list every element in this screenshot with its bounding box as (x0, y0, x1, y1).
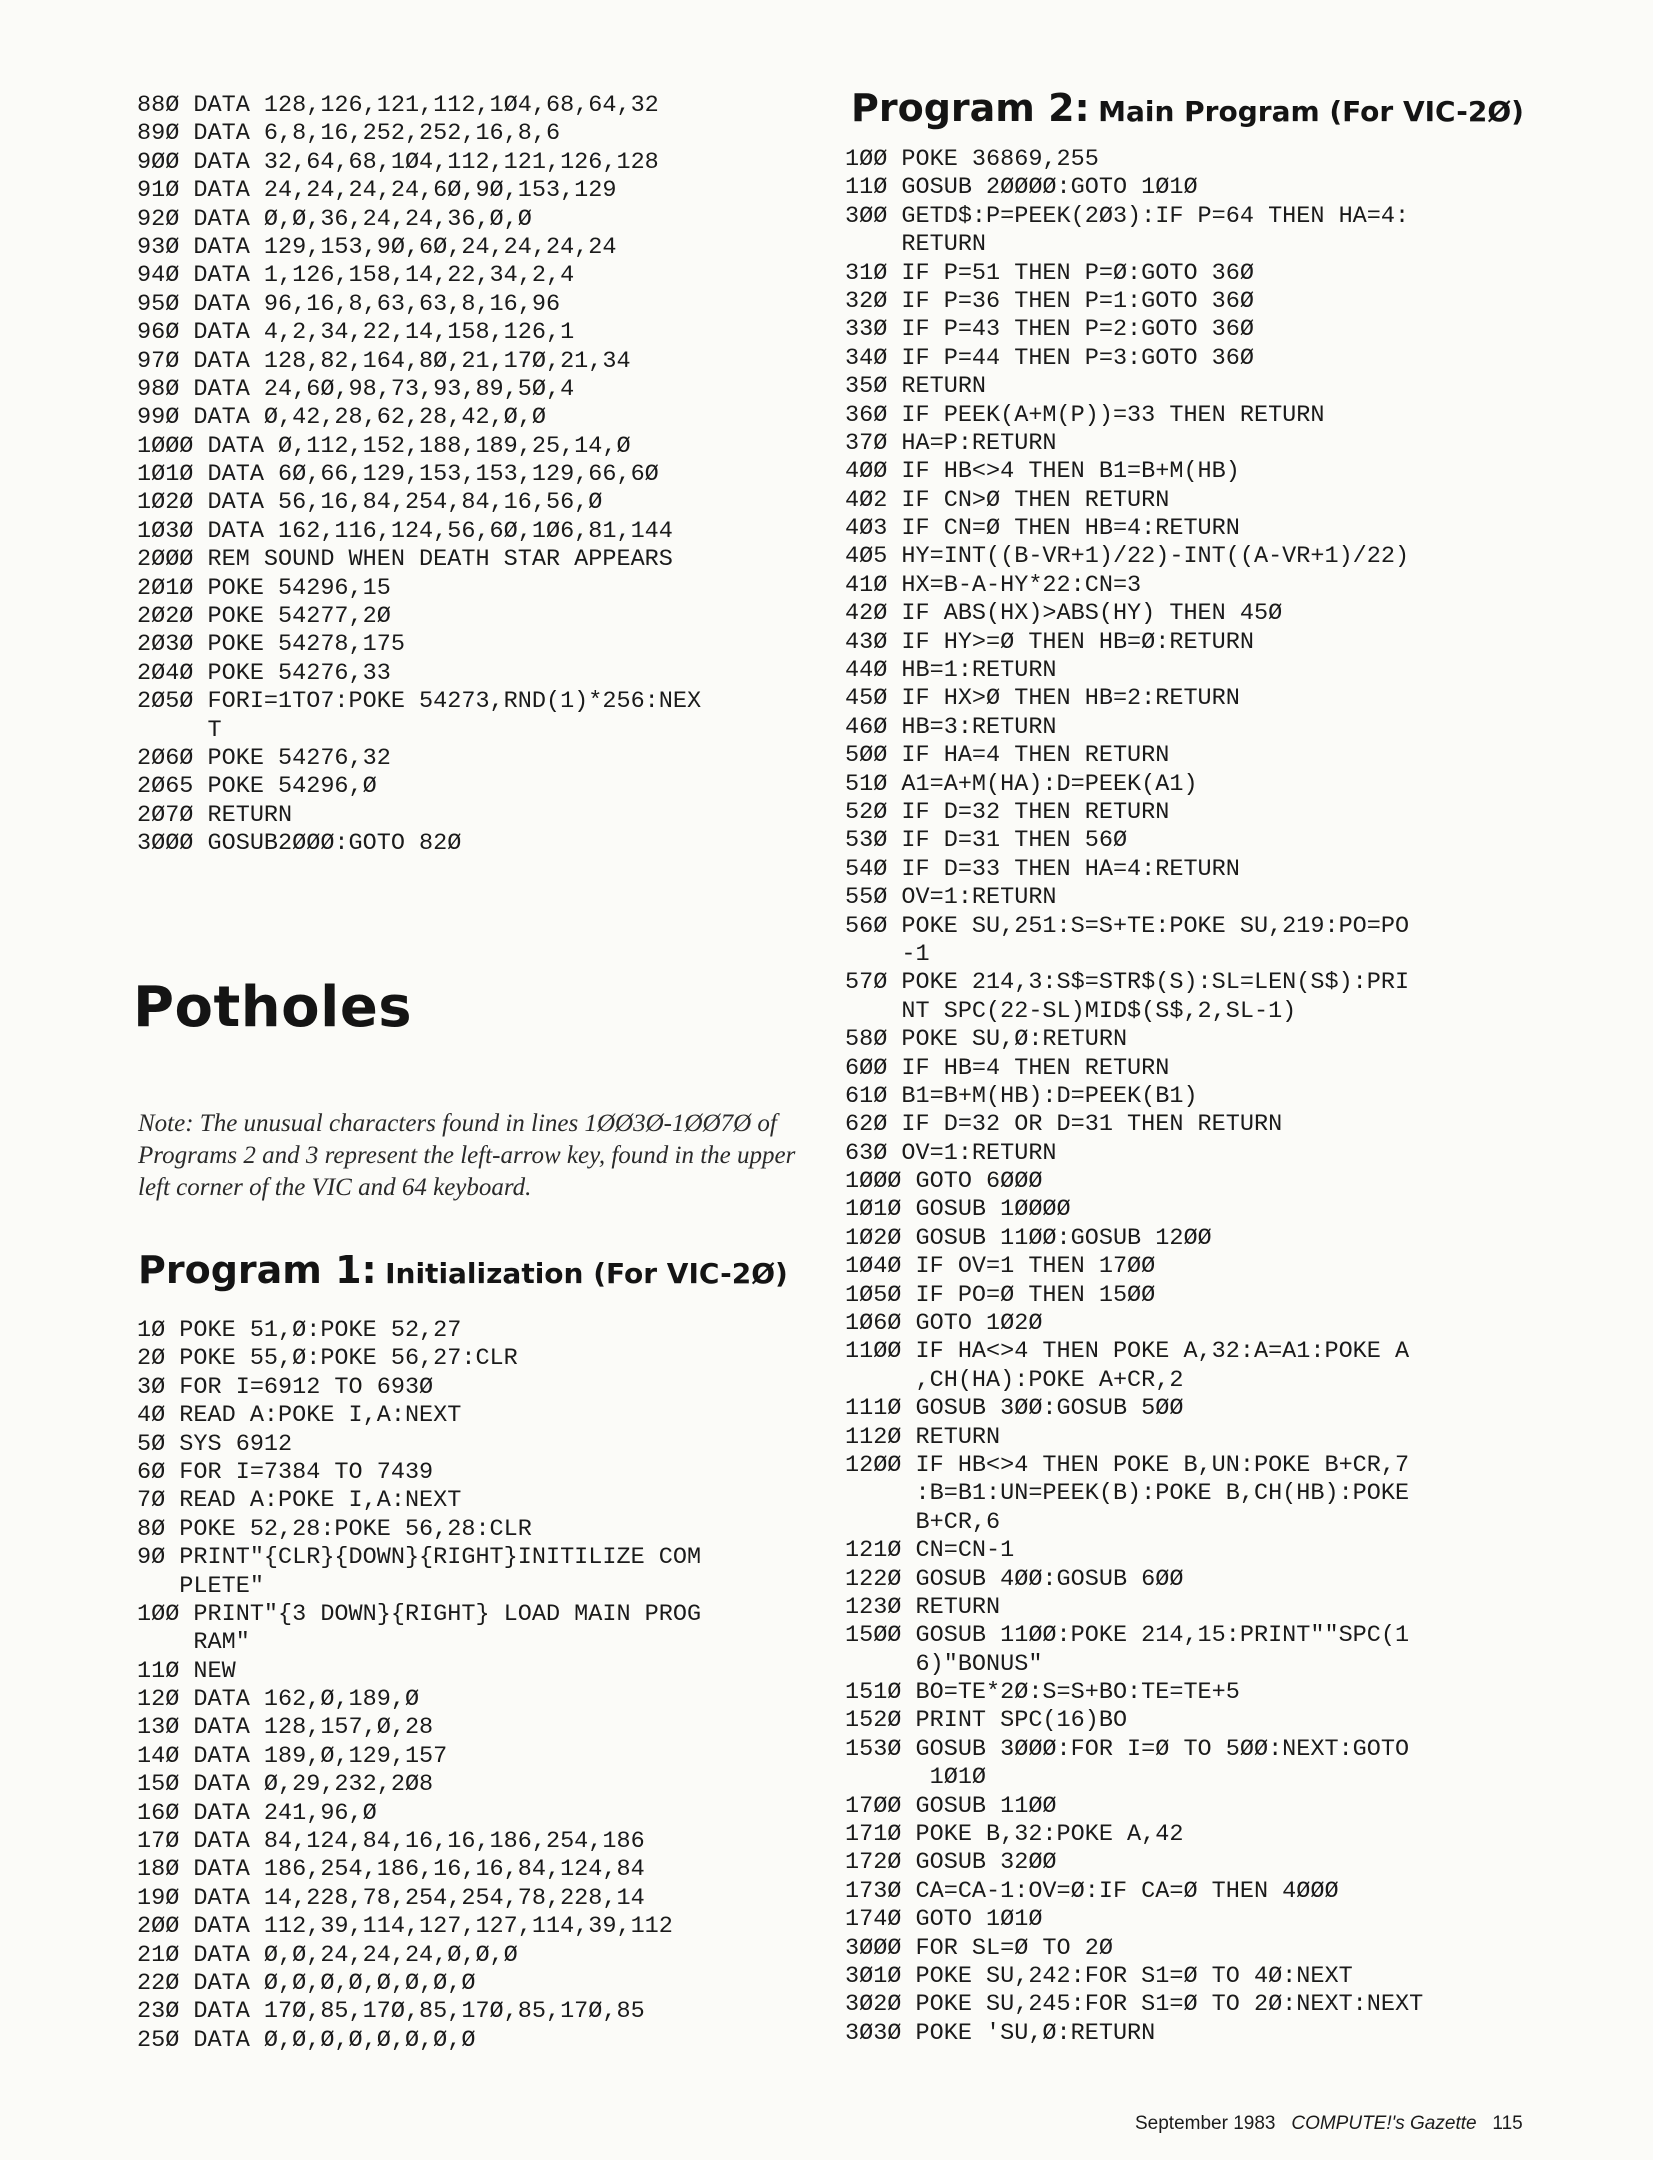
code-line: 3Ø1Ø POKE SU,242:FOR S1=Ø TO 4Ø:NEXT (845, 1963, 1353, 1990)
code-line: 2Ø7Ø RETURN (137, 801, 293, 829)
program-1-heading-prefix: Program 1: (138, 1248, 377, 1292)
code-line: 14Ø DATA 189,Ø,129,157 (137, 1742, 448, 1770)
code-line: 57Ø POKE 214,3:S$=STR$(S):SL=LEN(S$):PRI (845, 969, 1410, 997)
code-line: 2Ø2Ø POKE 54277,2Ø (137, 603, 391, 631)
code-line: 41Ø HX=B-A-HY*22:CN=3 (845, 571, 1142, 599)
code-line: 4Ø3 IF CN=Ø THEN HB=4:RETURN (845, 515, 1240, 543)
code-listing (137, 92, 837, 859)
code-line: 2Ø1Ø POKE 54296,15 (137, 574, 391, 602)
code-line: 3Ø2Ø POKE SU,245:FOR S1=Ø TO 2Ø:NEXT:NEXT (845, 1991, 1424, 2019)
code-line: 23Ø DATA 17Ø,85,17Ø,85,17Ø,85,17Ø,85 (137, 1998, 645, 2026)
footer-page-number: 115 (1492, 2113, 1523, 2134)
code-line: 56Ø POKE SU,251:S=S+TE:POKE SU,219:PO=PO (845, 912, 1410, 940)
code-line: 19Ø DATA 14,228,78,254,254,78,228,14 (137, 1884, 645, 1912)
code-line: 1Ø6Ø GOTO 1Ø2Ø (845, 1310, 1043, 1338)
code-line: 45Ø IF HX>Ø THEN HB=2:RETURN (845, 685, 1240, 713)
code-line: 151Ø BO=TE*2Ø:S=S+BO:TE=TE+5 (845, 1679, 1240, 1707)
code-line: 171Ø POKE B,32:POKE A,42 (845, 1821, 1184, 1849)
code-line: 9Ø PRINT"{CLR}{DOWN}{RIGHT}INITILIZE COM (137, 1544, 702, 1572)
code-line: B+CR,6 (845, 1508, 1001, 1536)
code-line: 7Ø READ A:POKE I,A:NEXT (137, 1487, 462, 1515)
footer-date: September 1983 (1135, 2113, 1276, 2134)
code-line: 1ØØ PRINT"{3 DOWN}{RIGHT} LOAD MAIN PROG (137, 1600, 702, 1628)
code-line: 91Ø DATA 24,24,24,24,6Ø,9Ø,153,129 (137, 177, 617, 205)
code-line: 1Ø1Ø (845, 1764, 987, 1792)
code-line: 33Ø IF P=43 THEN P=2:GOTO 36Ø (845, 316, 1254, 344)
code-line: 1Ø5Ø IF PO=Ø THEN 15ØØ (845, 1281, 1156, 1309)
page-footer (1135, 2113, 1523, 2135)
code-line: 1ØØØ GOTO 6ØØØ (845, 1168, 1043, 1196)
code-line: 98Ø DATA 24,6Ø,98,73,93,89,5Ø,4 (137, 375, 575, 403)
code-line: 17ØØ GOSUB 11ØØ (845, 1792, 1057, 1820)
code-line: 94Ø DATA 1,126,158,14,22,34,2,4 (137, 262, 575, 290)
listing-continued (137, 92, 837, 859)
code-line: 58Ø POKE SU,Ø:RETURN (845, 1026, 1128, 1054)
code-line: 5Ø SYS 6912 (137, 1430, 293, 1458)
code-line: 1Ø3Ø DATA 162,116,124,56,6Ø,1Ø6,81,144 (137, 517, 673, 545)
code-line: 111Ø GOSUB 3ØØ:GOSUB 5ØØ (845, 1395, 1184, 1423)
code-line: 174Ø GOTO 1Ø1Ø (845, 1906, 1043, 1934)
code-line: 1Ø POKE 51,Ø:POKE 52,27 (137, 1317, 462, 1344)
code-line: 35Ø RETURN (845, 373, 987, 401)
program-1-listing (137, 1317, 837, 2055)
code-line: 112Ø RETURN (845, 1423, 1001, 1451)
code-line: 88Ø DATA 128,126,121,112,1Ø4,68,64,32 (137, 92, 659, 119)
code-line: 6)"BONUS" (845, 1650, 1043, 1678)
code-line: 12ØØ IF HB<>4 THEN POKE B,UN:POKE B+CR,7 (845, 1451, 1410, 1479)
code-line: RAM" (137, 1629, 250, 1657)
code-line: 36Ø IF PEEK(A+M(P))=33 THEN RETURN (845, 401, 1325, 429)
code-line: 3ØØØ GOSUB2ØØØ:GOTO 82Ø (137, 830, 462, 858)
code-line: 13Ø DATA 128,157,Ø,28 (137, 1714, 434, 1742)
code-line: 55Ø OV=1:RETURN (845, 884, 1057, 912)
code-line: 15Ø DATA Ø,29,232,2Ø8 (137, 1771, 434, 1799)
code-line: 1Ø4Ø IF OV=1 THEN 17ØØ (845, 1253, 1156, 1281)
code-line: 4Ø5 HY=INT((B-VR+1)/22)-INT((A-VR+1)/22) (845, 543, 1410, 571)
code-line: RETURN (845, 231, 987, 259)
code-listing (845, 146, 1635, 2048)
code-line: 1Ø2Ø DATA 56,16,84,254,84,16,56,Ø (137, 489, 603, 517)
code-line: ,CH(HA):POKE A+CR,2 (845, 1366, 1184, 1394)
code-line: 22Ø DATA Ø,Ø,Ø,Ø,Ø,Ø,Ø,Ø (137, 1969, 476, 1997)
code-line: 1Ø1Ø DATA 6Ø,66,129,153,153,129,66,6Ø (137, 461, 659, 489)
code-line: 63Ø OV=1:RETURN (845, 1139, 1057, 1167)
code-line: 21Ø DATA Ø,Ø,24,24,24,Ø,Ø,Ø (137, 1941, 518, 1969)
code-line: 95Ø DATA 96,16,8,63,63,8,16,96 (137, 290, 561, 318)
code-line: 122Ø GOSUB 4ØØ:GOSUB 6ØØ (845, 1565, 1184, 1593)
article-title: Potholes (133, 975, 413, 1040)
program-1-heading-title: Initialization (For VIC-2Ø) (385, 1257, 788, 1290)
code-line: 51Ø A1=A+M(HA):D=PEEK(A1) (845, 770, 1198, 798)
code-line: 31Ø IF P=51 THEN P=Ø:GOTO 36Ø (845, 259, 1254, 287)
code-line: 61Ø B1=B+M(HB):D=PEEK(B1) (845, 1082, 1198, 1110)
code-line: 32Ø IF P=36 THEN P=1:GOTO 36Ø (845, 287, 1254, 315)
code-line: 2Ø6Ø POKE 54276,32 (137, 744, 391, 772)
footer-publication: COMPUTE!'s Gazette (1291, 2113, 1477, 2134)
code-line: T (137, 716, 222, 744)
code-line: 8Ø POKE 52,28:POKE 56,28:CLR (137, 1515, 532, 1543)
code-line: 99Ø DATA Ø,42,28,62,28,42,Ø,Ø (137, 404, 546, 432)
code-line: 11Ø GOSUB 2ØØØØ:GOTO 1Ø1Ø (845, 174, 1198, 202)
code-line: 96Ø DATA 4,2,34,22,14,158,126,1 (137, 319, 575, 347)
code-line: 17Ø DATA 84,124,84,16,16,186,254,186 (137, 1828, 645, 1856)
code-line: 25Ø DATA Ø,Ø,Ø,Ø,Ø,Ø,Ø,Ø (137, 2026, 476, 2054)
code-line: 11Ø NEW (137, 1657, 236, 1685)
code-line: 6Ø FOR I=7384 TO 7439 (137, 1458, 434, 1486)
code-line: 43Ø IF HY>=Ø THEN HB=Ø:RETURN (845, 628, 1254, 656)
code-line: 9ØØ DATA 32,64,68,1Ø4,112,121,126,128 (137, 148, 659, 176)
code-line: 93Ø DATA 129,153,9Ø,6Ø,24,24,24,24 (137, 233, 617, 261)
code-line: 5ØØ IF HA=4 THEN RETURN (845, 742, 1170, 770)
code-line: 6ØØ IF HB=4 THEN RETURN (845, 1054, 1170, 1082)
code-line: 1Ø2Ø GOSUB 11ØØ:GOSUB 12ØØ (845, 1224, 1212, 1252)
code-line: 4Ø2 IF CN>Ø THEN RETURN (845, 486, 1170, 514)
code-line: 15ØØ GOSUB 11ØØ:POKE 214,15:PRINT""SPC(1 (845, 1622, 1410, 1650)
code-line: 11ØØ IF HA<>4 THEN POKE A,32:A=A1:POKE A (845, 1338, 1410, 1366)
code-line: 18Ø DATA 186,254,186,16,16,84,124,84 (137, 1856, 645, 1884)
program-2-listing (845, 146, 1635, 2048)
code-line: PLETE" (137, 1572, 264, 1600)
code-line: 2Ø65 POKE 54296,Ø (137, 773, 377, 801)
code-line: 54Ø IF D=33 THEN HA=4:RETURN (845, 855, 1240, 883)
code-line: 46Ø HB=3:RETURN (845, 713, 1057, 741)
code-line: 153Ø GOSUB 3ØØØ:FOR I=Ø TO 5ØØ:NEXT:GOTO (845, 1735, 1410, 1763)
code-line: 1ØØØ DATA Ø,112,152,188,189,25,14,Ø (137, 432, 631, 460)
program-1-heading (138, 1248, 788, 1292)
code-line: 123Ø RETURN (845, 1593, 1001, 1621)
code-line: 3Ø3Ø POKE 'SU,Ø:RETURN (845, 2019, 1156, 2047)
code-line: 34Ø IF P=44 THEN P=3:GOTO 36Ø (845, 344, 1254, 372)
code-line: 97Ø DATA 128,82,164,8Ø,21,17Ø,21,34 (137, 347, 631, 375)
code-line: 53Ø IF D=31 THEN 56Ø (845, 827, 1128, 855)
code-line: 3Ø FOR I=6912 TO 693Ø (137, 1373, 434, 1401)
code-line: NT SPC(22-SL)MID$(S$,2,SL-1) (845, 997, 1297, 1025)
code-line: 173Ø CA=CA-1:OV=Ø:IF CA=Ø THEN 4ØØØ (845, 1877, 1339, 1905)
code-line: -1 (845, 940, 930, 968)
code-line: 2Ø POKE 55,Ø:POKE 56,27:CLR (137, 1345, 518, 1373)
code-line: 2ØØØ REM SOUND WHEN DEATH STAR APPEARS (137, 546, 673, 574)
code-line: 44Ø HB=1:RETURN (845, 657, 1057, 685)
code-line: 2Ø5Ø FORI=1TO7:POKE 54273,RND(1)*256:NEX (137, 688, 702, 716)
code-line: 4Ø READ A:POKE I,A:NEXT (137, 1402, 462, 1430)
program-2-heading (851, 86, 1524, 130)
code-line: 152Ø PRINT SPC(16)BO (845, 1707, 1128, 1735)
code-line: 62Ø IF D=32 OR D=31 THEN RETURN (845, 1111, 1283, 1139)
code-line: 37Ø HA=P:RETURN (845, 429, 1057, 457)
code-line: 121Ø CN=CN-1 (845, 1537, 1015, 1565)
code-line: 3ØØ GETD$:P=PEEK(2Ø3):IF P=64 THEN HA=4: (845, 202, 1410, 230)
code-line: 16Ø DATA 241,96,Ø (137, 1799, 377, 1827)
code-line: :B=B1:UN=PEEK(B):POKE B,CH(HB):POKE (845, 1480, 1410, 1508)
code-line: 12Ø DATA 162,Ø,189,Ø (137, 1686, 420, 1714)
code-line: 1ØØ POKE 36869,255 (845, 146, 1099, 173)
code-line: 92Ø DATA Ø,Ø,36,24,24,36,Ø,Ø (137, 205, 532, 233)
code-line: 1Ø1Ø GOSUB 1ØØØØ (845, 1196, 1071, 1224)
code-line: 4ØØ IF HB<>4 THEN B1=B+M(HB) (845, 458, 1240, 486)
code-line: 2Ø4Ø POKE 54276,33 (137, 659, 391, 687)
code-line: 52Ø IF D=32 THEN RETURN (845, 798, 1170, 826)
code-line: 89Ø DATA 6,8,16,252,252,16,8,6 (137, 120, 561, 148)
program-2-heading-prefix: Program 2: (851, 86, 1090, 130)
code-line: 2ØØ DATA 112,39,114,127,127,114,39,112 (137, 1913, 673, 1941)
code-line: 3ØØØ FOR SL=Ø TO 2Ø (845, 1934, 1113, 1962)
code-line: 2Ø3Ø POKE 54278,175 (137, 631, 405, 659)
code-listing (137, 1317, 837, 2055)
code-line: 42Ø IF ABS(HX)>ABS(HY) THEN 45Ø (845, 600, 1283, 628)
code-line: 172Ø GOSUB 32ØØ (845, 1849, 1057, 1877)
program-2-heading-title: Main Program (For VIC-2Ø) (1098, 95, 1524, 128)
article-note: Note: The unusual characters found in lines 1ØØ3Ø-1ØØ7Ø of Programs 2 and 3 represent the left-arrow key, found in the upper left corner of the VIC and 64 keyboard. (138, 1110, 796, 1201)
